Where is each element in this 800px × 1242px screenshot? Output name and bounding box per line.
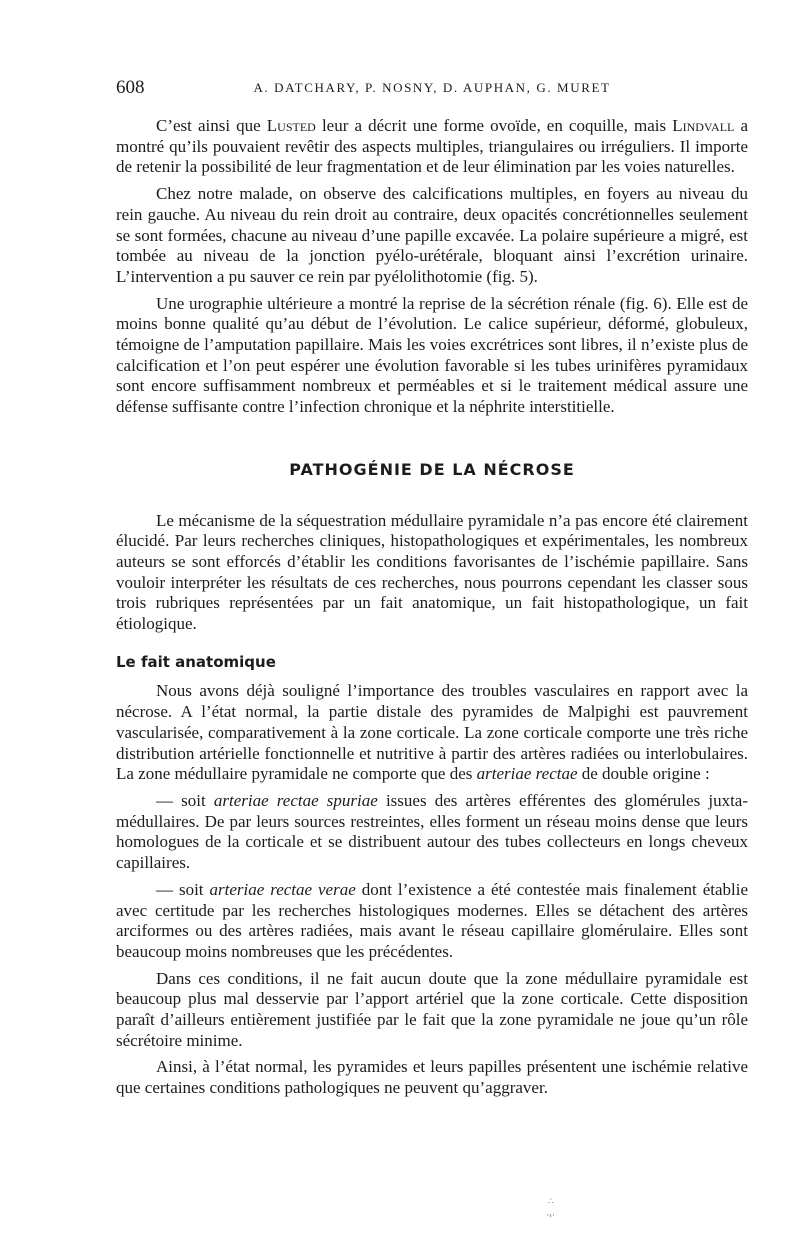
author-name-lindvall: Lindvall [672, 116, 735, 135]
text-span: de double origine : [577, 764, 710, 784]
section-title: PATHOGÉNIE DE LA NÉCROSE [289, 459, 575, 479]
paragraph-verae [116, 880, 748, 963]
scan-speck-mark: ·‹· [546, 1210, 555, 1220]
paragraph-conditions: Dans ces conditions, il ne fait aucun doute que la zone médullaire pyramidale est beaucoup plus mal desservie par l’apport artériel que la zone corticale. Cette disposition paraît d’ailleurs entièrement justifiée par le fait que la zone pyramidale ne joue qu’un rôle sécrétoire minime. [116, 968, 748, 1050]
paragraph-conclusion: Ainsi, à l’état normal, les pyramides et leurs papilles présentent une ischémie relative que certaines conditions pathologiques ne peuvent qu’aggraver. [116, 1057, 748, 1098]
paragraph-vascular [116, 681, 748, 785]
latin-term: arteriae rectae spuriae [213, 790, 378, 810]
text-span: issues des artères efférentes des glomérules juxta-médullaires. De par leurs sources restreintes, elles forment un réseau moins dense que leurs homologues de la corticale et se distribuent autour des tubes collecteurs en longs cheveux capillaires. [116, 790, 748, 873]
paragraph-patient-case: Chez notre malade, on observe des calcifications multiples, en foyers au niveau du rein gauche. Au niveau du rein droit au contraire, deux opacités concrétionnelles seulement se sont formées, chacune au niveau d’une papille excavée. La polaire supérieure a migré, est tombée au niveau de la jonction pyélo-urétérale, bloquant ainsi l’excrétion urinaire. L’intervention a pu sauver ce rein par pyélolithotomie (fig. 5). [116, 184, 748, 286]
text-span: dont l’existence a été contestée mais finalement établie avec certitude par les recherches histologiques modernes. Elles se détachent des artères arciformes ou des artères radiées, mais avant le réseau capillaire glomérulaire. Elles sont beaucoup moins nombreuses que les précédentes. [116, 879, 749, 961]
paragraph-lusted-lindvall [116, 116, 748, 178]
page-number: 608 [116, 77, 145, 98]
subheading-anatomical-fact: Le fait anatomique [116, 652, 276, 671]
latin-term: arteriae rectae [476, 764, 578, 784]
text-span: — soit [156, 879, 210, 899]
paragraph-mechanism: Le mécanisme de la séquestration médullaire pyramidale n’a pas encore été clairement élucidé. Par leurs recherches cliniques, histopathologiques et expérimentales, les nombreux auteurs se sont efforcés d’établir les conditions favorisantes de l’ischémie papillaire. Sans vouloir interpréter les résultats de ces recherches, nous pourrons cependant les classer sous trois rubriques représentées par un fait anatomique, un fait histopathologique, un fait étiologique. [116, 510, 748, 634]
author-name-lusted: Lusted [266, 116, 316, 135]
text-span: — soit [156, 790, 214, 810]
page-header [116, 77, 748, 101]
text-span: leur a décrit une forme ovoïde, en coquille, mais [315, 116, 673, 135]
paragraph-urography: Une urographie ultérieure a montré la reprise de la sécrétion rénale (fig. 6). Elle est de moins bonne qualité qu’au début de l’évolution. Le calice supérieur, déformé, globuleux, témoigne de l’amputation papillaire. Mais les voies excrétrices sont libres, il n’existe plus de calcification et l’on peut espérer une évolution favorable si les tubes urinifères pyramidaux sont encore suffisamment nombreux et perméables et si le traitement médical assure une défense suffisante contre l’infection chronique et la néphrite interstitielle. [116, 293, 748, 417]
text-span: Nous avons déjà souligné l’importance des troubles vasculaires en rapport avec la nécrose. A l’état normal, la partie distale des pyramides de Malpighi est pauvrement vascularisée, comparativement à la zone corticale. La zone corticale comporte une très riche distribution artérielle fonctionnelle et nutritive à partir des artères radiées ou interlobulaires. La zone médullaire pyramidale ne comporte que des [116, 681, 748, 784]
text-span: C’est ainsi que [156, 116, 267, 135]
article-body [116, 116, 748, 1099]
running-head-authors: A. DATCHARY, P. NOSNY, D. AUPHAN, G. MURET [253, 80, 611, 95]
latin-term: arteriae rectae verae [209, 879, 356, 899]
scan-speck-mark: ∴ [548, 1196, 554, 1206]
text-span: a montré qu’ils pouvaient revêtir des aspects multiples, triangulaires ou irréguliers. Il importe de retenir la possibilité de leur fragmentation et de leur élimination par les voies naturelles. [116, 116, 749, 177]
paragraph-spuriae [116, 791, 748, 874]
